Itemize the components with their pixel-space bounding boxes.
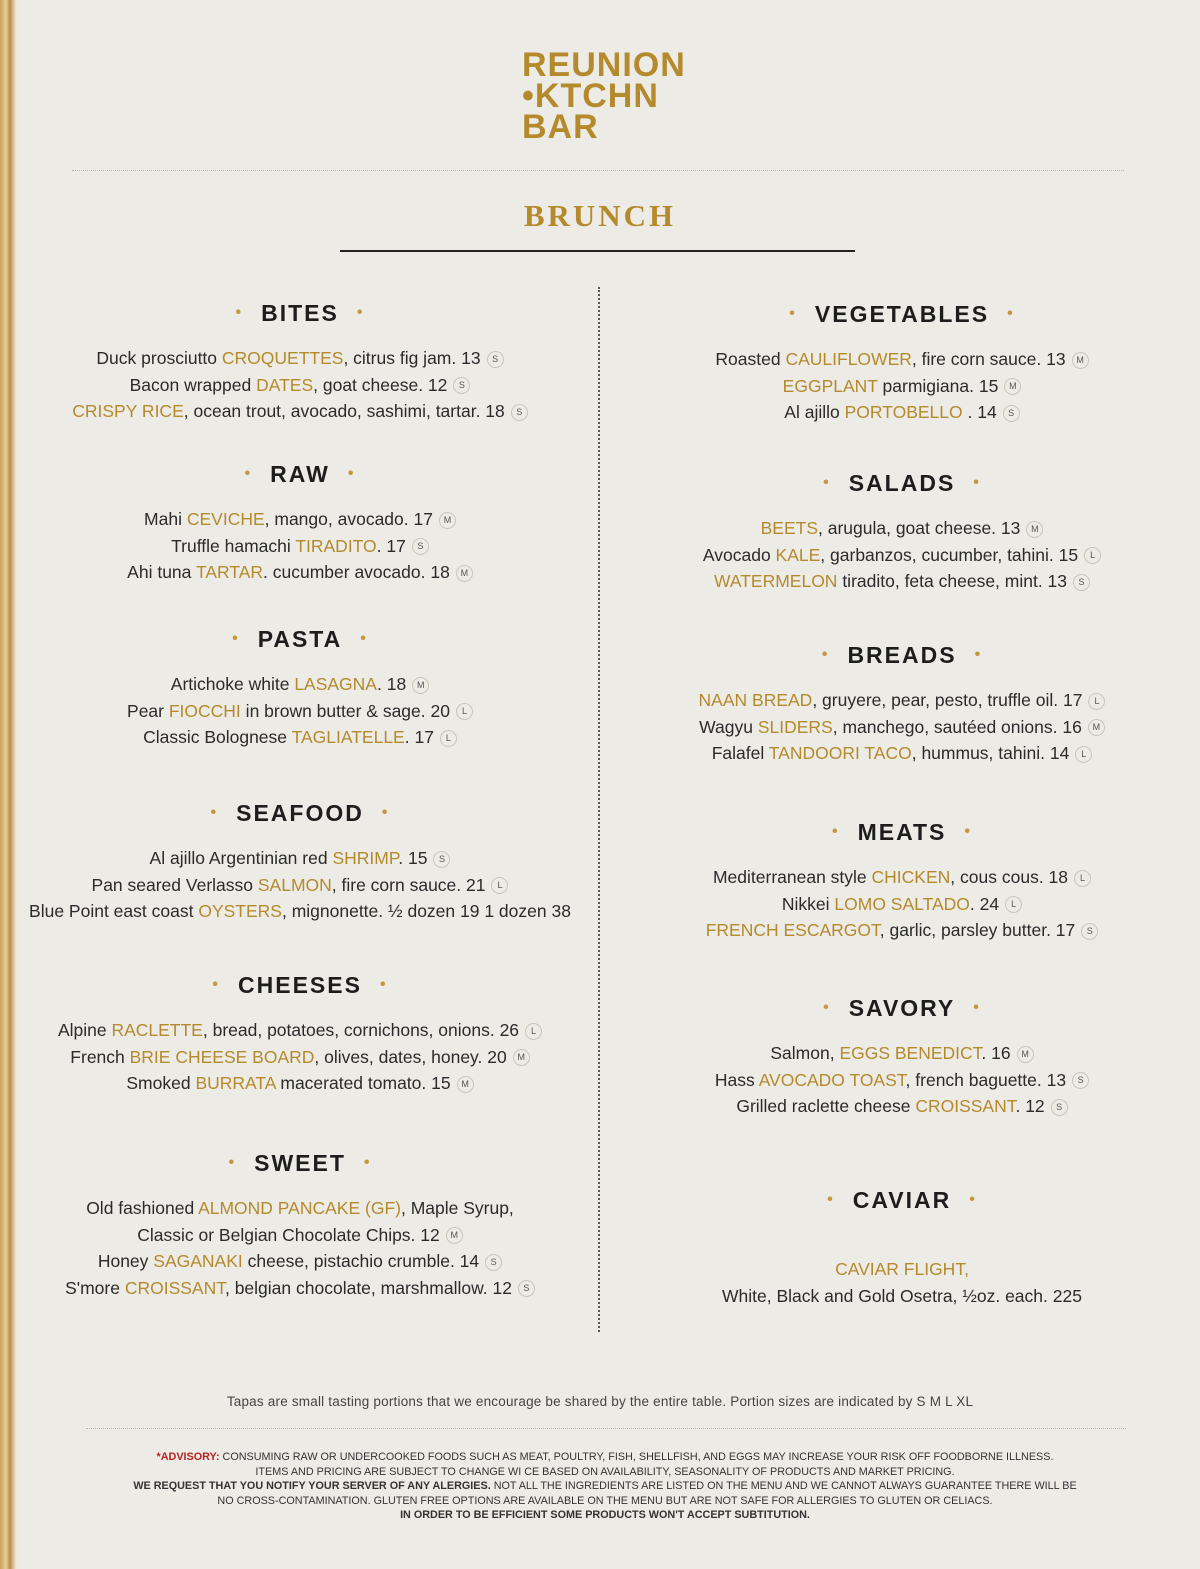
menu-item [612, 740, 1192, 767]
portion-size-badge: S [433, 851, 450, 868]
item-highlight: CROISSANT [915, 1096, 1016, 1116]
item-text: Grilled raclette cheese [736, 1096, 916, 1116]
item-text: Falafel [711, 743, 769, 763]
item-highlight: LASAGNA [294, 674, 377, 694]
section-title: BITES [261, 299, 339, 326]
portion-size-badge: S [485, 1254, 502, 1271]
item-text: . 14 [962, 402, 997, 422]
portion-size-badge: L [525, 1023, 542, 1040]
advisory-line-4: NO CROSS-CONTAMINATION. GLUTEN FREE OPTIONS ARE AVAILABLE ON THE MENU BUT ARE NOT SAFE FOR ALLERGIES TO GLUTEN OR CELIACS. [217, 1494, 993, 1507]
logo-line-2: •KTCHN [522, 77, 659, 115]
item-text: Artichoke white [170, 674, 295, 694]
menu-item [20, 872, 580, 899]
item-text: Roasted [715, 349, 786, 369]
item-text: Mahi [144, 509, 187, 529]
portion-size-badge: L [1074, 870, 1091, 887]
section-title: RAW [270, 460, 330, 487]
menu-item [612, 891, 1192, 918]
advisory-line-2: ITEMS AND PRICING ARE SUBJECT TO CHANGE WI CE BASED ON AVAILABILITY, SEASONALITY OF PRODUCTS AND MARKET PRICING. [255, 1465, 955, 1478]
menu-item [612, 917, 1192, 944]
portion-size-badge: M [1004, 378, 1021, 395]
item-text: , ocean trout, avocado, sashimi, tartar. 18 [183, 401, 505, 421]
menu-item [20, 1248, 580, 1275]
portion-size-badge: M [1017, 1046, 1034, 1063]
menu-item [20, 724, 580, 751]
menu-item [20, 1070, 580, 1097]
item-highlight: CROQUETTES [221, 348, 344, 368]
portion-size-badge: L [456, 703, 473, 720]
portion-size-badge: S [1073, 574, 1090, 591]
item-text: Bacon wrapped [129, 374, 257, 395]
item-highlight: AVOCADO TOAST [758, 1069, 906, 1090]
item-list [20, 845, 580, 925]
item-text: French [70, 1046, 130, 1067]
portion-size-badge: S [1051, 1099, 1068, 1116]
item-highlight: ALMOND PANCAKE (GF) [198, 1198, 401, 1218]
section-raw: • RAW • Mahi CEVICHE, mango, avocado. 17 M Truffle hamachi TIRADITO. 17 S Ahi tuna TARTAR. cucumber avocado. 18 M [20, 458, 580, 586]
section-bites: • BITES • Duck prosciutto CROQUETTES, citrus fig jam. 13 S Bacon wrapped DATES, goat cheese. 12 S CRISPY RICE, ocean trout, avocado, sashimi, tartar. 18 S [20, 297, 580, 425]
item-highlight: BURRATA [195, 1073, 276, 1093]
item-highlight: CHICKEN [871, 867, 951, 887]
item-highlight: BEETS [760, 518, 818, 538]
item-list [20, 1195, 580, 1301]
item-highlight: CAULIFLOWER [785, 349, 912, 369]
item-text: in brown butter & sage. 20 [240, 700, 450, 721]
item-text: Duck prosciutto [96, 348, 222, 368]
portion-size-badge: S [1072, 1072, 1089, 1089]
portion-size-badge: M [457, 1076, 474, 1093]
section-salads: • SALADS • BEETS, arugula, goat cheese. 13 M Avocado KALE, garbanzos, cucumber, tahini. 15 L WATERMELON tiradito, feta cheese, mint. 13 S [612, 467, 1192, 595]
advisory-notice [80, 1450, 1130, 1523]
item-text: , arugula, goat cheese. 13 [818, 518, 1021, 538]
item-highlight: CROISSANT [124, 1277, 225, 1298]
section-title: PASTA [257, 625, 343, 652]
menu-item [612, 1256, 1192, 1283]
item-text: . cucumber avocado. 18 [263, 562, 450, 582]
portion-size-badge: M [1026, 521, 1043, 538]
item-text: , goat cheese. 12 [313, 374, 448, 395]
item-list [612, 1256, 1192, 1309]
item-list [20, 345, 580, 425]
portion-size-badge: S [453, 377, 470, 394]
advisory-allergy-request: WE REQUEST THAT YOU NOTIFY YOUR SERVER OF ANY ALERGIES. [133, 1480, 491, 1493]
section-vegetables: • VEGETABLES • Roasted CAULIFLOWER, fire corn sauce. 13 M EGGPLANT parmigiana. 15 M Al ajillo PORTOBELLO . 14 S [612, 298, 1192, 426]
section-title: SEAFOOD [236, 799, 364, 826]
item-text: parmigiana. 15 [877, 375, 999, 396]
section-title: MEATS [857, 818, 947, 845]
menu-item [20, 698, 580, 725]
item-text: , gruyere, pear, pesto, truffle oil. 17 [812, 690, 1083, 710]
portion-size-badge: M [439, 512, 456, 529]
item-text: Truffle hamachi [171, 535, 296, 556]
item-text: . 17 [404, 727, 434, 747]
item-text: Blue Point east coast [29, 901, 199, 921]
title-underline [340, 250, 855, 252]
item-text: Avocado [702, 544, 776, 565]
menu-item [20, 1017, 580, 1044]
portion-size-badge: M [1072, 352, 1089, 369]
item-text: , Maple Syrup, [400, 1198, 514, 1218]
menu-item [612, 542, 1192, 569]
item-text: . 12 [1015, 1096, 1045, 1116]
menu-item [20, 898, 580, 925]
menu-item [612, 864, 1192, 891]
item-text: , olives, dates, honey. 20 [314, 1046, 507, 1067]
item-text: Alpine [57, 1020, 112, 1040]
section-title: CHEESES [238, 971, 362, 998]
logo-line-1: REUNION [522, 46, 686, 84]
portion-size-badge: M [412, 677, 429, 694]
item-highlight: OYSTERS [198, 901, 282, 921]
item-highlight: WATERMELON [713, 571, 838, 591]
menu-item [20, 1275, 580, 1302]
portion-size-badge: M [1088, 719, 1105, 736]
item-text: . 18 [377, 674, 407, 694]
item-text: Wagyu [699, 716, 758, 737]
portion-size-badge: S [1081, 923, 1098, 940]
footer-divider [86, 1428, 1126, 1429]
advisory-line-3: NOT ALL THE INGREDIENTS ARE LISTED ON THE MENU AND WE CANNOT ALWAYS GUARANTEE THERE WILL BE [490, 1480, 1077, 1493]
item-text: White, Black and Gold Osetra, ½oz. each. 225 [722, 1285, 1082, 1306]
item-text: , fire corn sauce. 13 [911, 349, 1066, 369]
item-text: Al ajillo [784, 402, 845, 422]
section-cheeses: • CHEESES • Alpine RACLETTE, bread, potatoes, cornichons, onions. 26 L French BRIE CHEESE BOARD, olives, dates, honey. 20 M Smoked BURRATA macerated tomato. 15 M [20, 969, 580, 1097]
item-highlight: LOMO SALTADO [834, 893, 970, 914]
section-seafood: • SEAFOOD • Al ajillo Argentinian red SHRIMP. 15 S Pan seared Verlasso SALMON, fire corn sauce. 21 L Blue Point east coast OYSTERS, mignonette. ½ dozen 19 1 dozen 38 [20, 797, 580, 925]
item-highlight: SHRIMP [332, 848, 399, 868]
item-text: Pan seared Verlasso [91, 874, 258, 895]
portion-size-badge: S [518, 1280, 535, 1297]
item-text: Salmon, [770, 1043, 840, 1063]
section-title: SALADS [848, 469, 956, 496]
header-divider [72, 170, 1124, 171]
item-text: . 17 [376, 535, 406, 556]
item-highlight: NAAN BREAD [698, 690, 813, 710]
menu-item [20, 559, 580, 586]
item-text: , garlic, parsley butter. 17 [879, 920, 1076, 940]
menu-item [612, 1040, 1192, 1067]
item-text: , bread, potatoes, cornichons, onions. 26 [202, 1020, 520, 1040]
item-highlight: SALMON [257, 874, 332, 895]
menu-item [612, 1067, 1192, 1094]
portion-size-badge: L [1088, 693, 1105, 710]
item-highlight: CEVICHE [186, 509, 265, 529]
menu-binding-edge [0, 0, 22, 1569]
item-text: , belgian chocolate, marshmallow. 12 [224, 1277, 512, 1298]
item-text: Nikkei [781, 893, 835, 914]
advisory-label: *ADVISORY: [156, 1451, 220, 1463]
item-list [612, 864, 1192, 944]
item-highlight: PORTOBELLO [844, 402, 963, 422]
item-text: , manchego, sautéed onions. 16 [832, 716, 1082, 737]
item-text: , mango, avocado. 17 [264, 509, 433, 529]
section-savory: • SAVORY • Salmon, EGGS BENEDICT. 16 M Hass AVOCADO TOAST, french baguette. 13 S Grilled raclette cheese CROISSANT. 12 S [612, 992, 1192, 1120]
item-text: Smoked [126, 1073, 196, 1093]
portion-size-badge: L [1005, 896, 1022, 913]
item-text: Honey [97, 1251, 154, 1271]
item-text: cheese, pistachio crumble. 14 [242, 1251, 480, 1271]
item-text: Classic or Belgian Chocolate Chips. 12 [137, 1224, 440, 1245]
menu-item [20, 372, 580, 399]
section-caviar: • CAVIAR • CAVIAR FLIGHT, White, Black and Gold Osetra, ½oz. each. 225 [612, 1184, 1192, 1309]
item-list [20, 506, 580, 586]
item-text: . 15 [398, 848, 428, 868]
menu-item [20, 345, 580, 372]
item-list [20, 1017, 580, 1097]
item-highlight: TANDOORI TACO [768, 743, 912, 763]
item-list [612, 346, 1192, 426]
section-title: BREADS [847, 641, 957, 668]
portion-size-badge: S [511, 404, 528, 421]
menu-item [612, 687, 1192, 714]
restaurant-logo [522, 46, 686, 146]
item-highlight: BRIE CHEESE BOARD [129, 1046, 315, 1067]
item-text: Classic Bolognese [143, 727, 292, 747]
menu-item [20, 533, 580, 560]
menu-item [612, 399, 1192, 426]
menu-item [20, 506, 580, 533]
section-title: CAVIAR [852, 1186, 952, 1213]
section-breads: • BREADS • NAAN BREAD, gruyere, pear, pesto, truffle oil. 17 L Wagyu SLIDERS, manchego, sautéed onions. 16 M Falafel TANDOORI TACO, hummus, tahini. 14 L [612, 639, 1192, 767]
item-text: , mignonette. ½ dozen 19 1 dozen 38 [281, 901, 571, 921]
item-text: Mediterranean style [712, 867, 872, 887]
item-text: tiradito, feta cheese, mint. 13 [837, 571, 1068, 591]
item-text: , french baguette. 13 [905, 1069, 1067, 1090]
item-highlight: TAGLIATELLE [291, 727, 405, 747]
portion-size-badge: S [412, 538, 429, 555]
item-highlight: SLIDERS [757, 716, 833, 737]
portion-size-badge: L [440, 730, 457, 747]
item-text: Hass [714, 1069, 759, 1090]
menu-item [612, 714, 1192, 741]
menu-item [612, 346, 1192, 373]
item-text: Al ajillo Argentinian red [149, 848, 333, 868]
item-highlight: CRISPY RICE [72, 401, 184, 421]
item-text: . 24 [969, 893, 1000, 914]
menu-item [20, 398, 580, 425]
item-highlight: DATES [256, 374, 314, 395]
section-meats: • MEATS • Mediterranean style CHICKEN, cous cous. 18 L Nikkei LOMO SALTADO. 24 L FRENCH ESCARGOT, garlic, parsley butter. 17 S [612, 816, 1192, 944]
item-highlight: TARTAR [195, 562, 264, 582]
portion-size-badge: L [1075, 746, 1092, 763]
section-pasta: • PASTA • Artichoke white LASAGNA. 18 M Pear FIOCCHI in brown butter & sage. 20 L Classic Bolognese TAGLIATELLE. 17 L [20, 623, 580, 751]
menu-item [20, 1222, 580, 1249]
menu-title: BRUNCH [523, 198, 677, 233]
menu-item [612, 1093, 1192, 1120]
portion-size-badge: M [456, 565, 473, 582]
section-title: SWEET [254, 1149, 346, 1176]
menu-item [612, 568, 1192, 595]
portion-size-badge: S [1003, 405, 1020, 422]
item-highlight: FIOCCHI [168, 700, 241, 721]
item-text: , hummus, tahini. 14 [911, 743, 1070, 763]
advisory-line-1: CONSUMING RAW OR UNDERCOOKED FOODS SUCH AS MEAT, POULTRY, FISH, SHELLFISH, AND EGGS MAY INCREASE YOUR RISK OFF FOODBORNE ILLNESS. [219, 1451, 1054, 1463]
menu-item [612, 515, 1192, 542]
item-text: Old fashioned [86, 1198, 199, 1218]
menu-item [20, 1044, 580, 1071]
item-text: , cous cous. 18 [950, 867, 1069, 887]
item-text: . 16 [981, 1043, 1011, 1063]
item-text: , garbanzos, cucumber, tahini. 15 [820, 544, 1079, 565]
menu-item [20, 1195, 580, 1222]
item-text: Ahi tuna [127, 562, 196, 582]
item-text: , fire corn sauce. 21 [331, 874, 486, 895]
item-highlight: RACLETTE [111, 1020, 203, 1040]
tapas-note: Tapas are small tasting portions that we encourage be shared by the entire table. Portion sizes are indicated by S M L XL [226, 1394, 974, 1409]
item-highlight: FRENCH ESCARGOT [705, 920, 880, 940]
item-highlight: EGGS BENEDICT [839, 1043, 982, 1063]
item-text: , citrus fig jam. 13 [343, 348, 481, 368]
item-highlight: KALE [775, 544, 821, 565]
item-highlight: TIRADITO [295, 535, 377, 556]
portion-size-badge: M [513, 1049, 530, 1066]
item-highlight: EGGPLANT [782, 375, 878, 396]
section-title: SAVORY [848, 994, 956, 1021]
item-text: S'more [65, 1277, 125, 1298]
logo-line-3: BAR [522, 108, 599, 146]
item-list [612, 515, 1192, 595]
item-list [20, 671, 580, 751]
portion-size-badge: S [487, 351, 504, 368]
item-list [612, 687, 1192, 767]
portion-size-badge: M [446, 1227, 463, 1244]
item-text: Pear [127, 700, 169, 721]
advisory-line-5: IN ORDER TO BE EFFICIENT SOME PRODUCTS WON'T ACCEPT SUBTITUTION. [400, 1509, 810, 1522]
menu-item [612, 373, 1192, 400]
menu-item [20, 845, 580, 872]
column-divider [598, 287, 600, 1332]
portion-size-badge: L [1084, 547, 1101, 564]
section-sweet: • SWEET • Old fashioned ALMOND PANCAKE (GF), Maple Syrup, Classic or Belgian Chocolate Chips. 12 M Honey SAGANAKI cheese, pistachio crumble. 14 S S'more CROISSANT, belgian chocolate, marshmallow. 12 S [20, 1147, 580, 1301]
item-list [612, 1040, 1192, 1120]
item-highlight: SAGANAKI [153, 1251, 243, 1271]
item-text: macerated tomato. 15 [275, 1073, 451, 1093]
section-title: VEGETABLES [814, 300, 990, 327]
item-highlight: CAVIAR FLIGHT, [835, 1259, 969, 1279]
portion-size-badge: L [491, 877, 508, 894]
menu-item [20, 671, 580, 698]
menu-item [612, 1283, 1192, 1310]
